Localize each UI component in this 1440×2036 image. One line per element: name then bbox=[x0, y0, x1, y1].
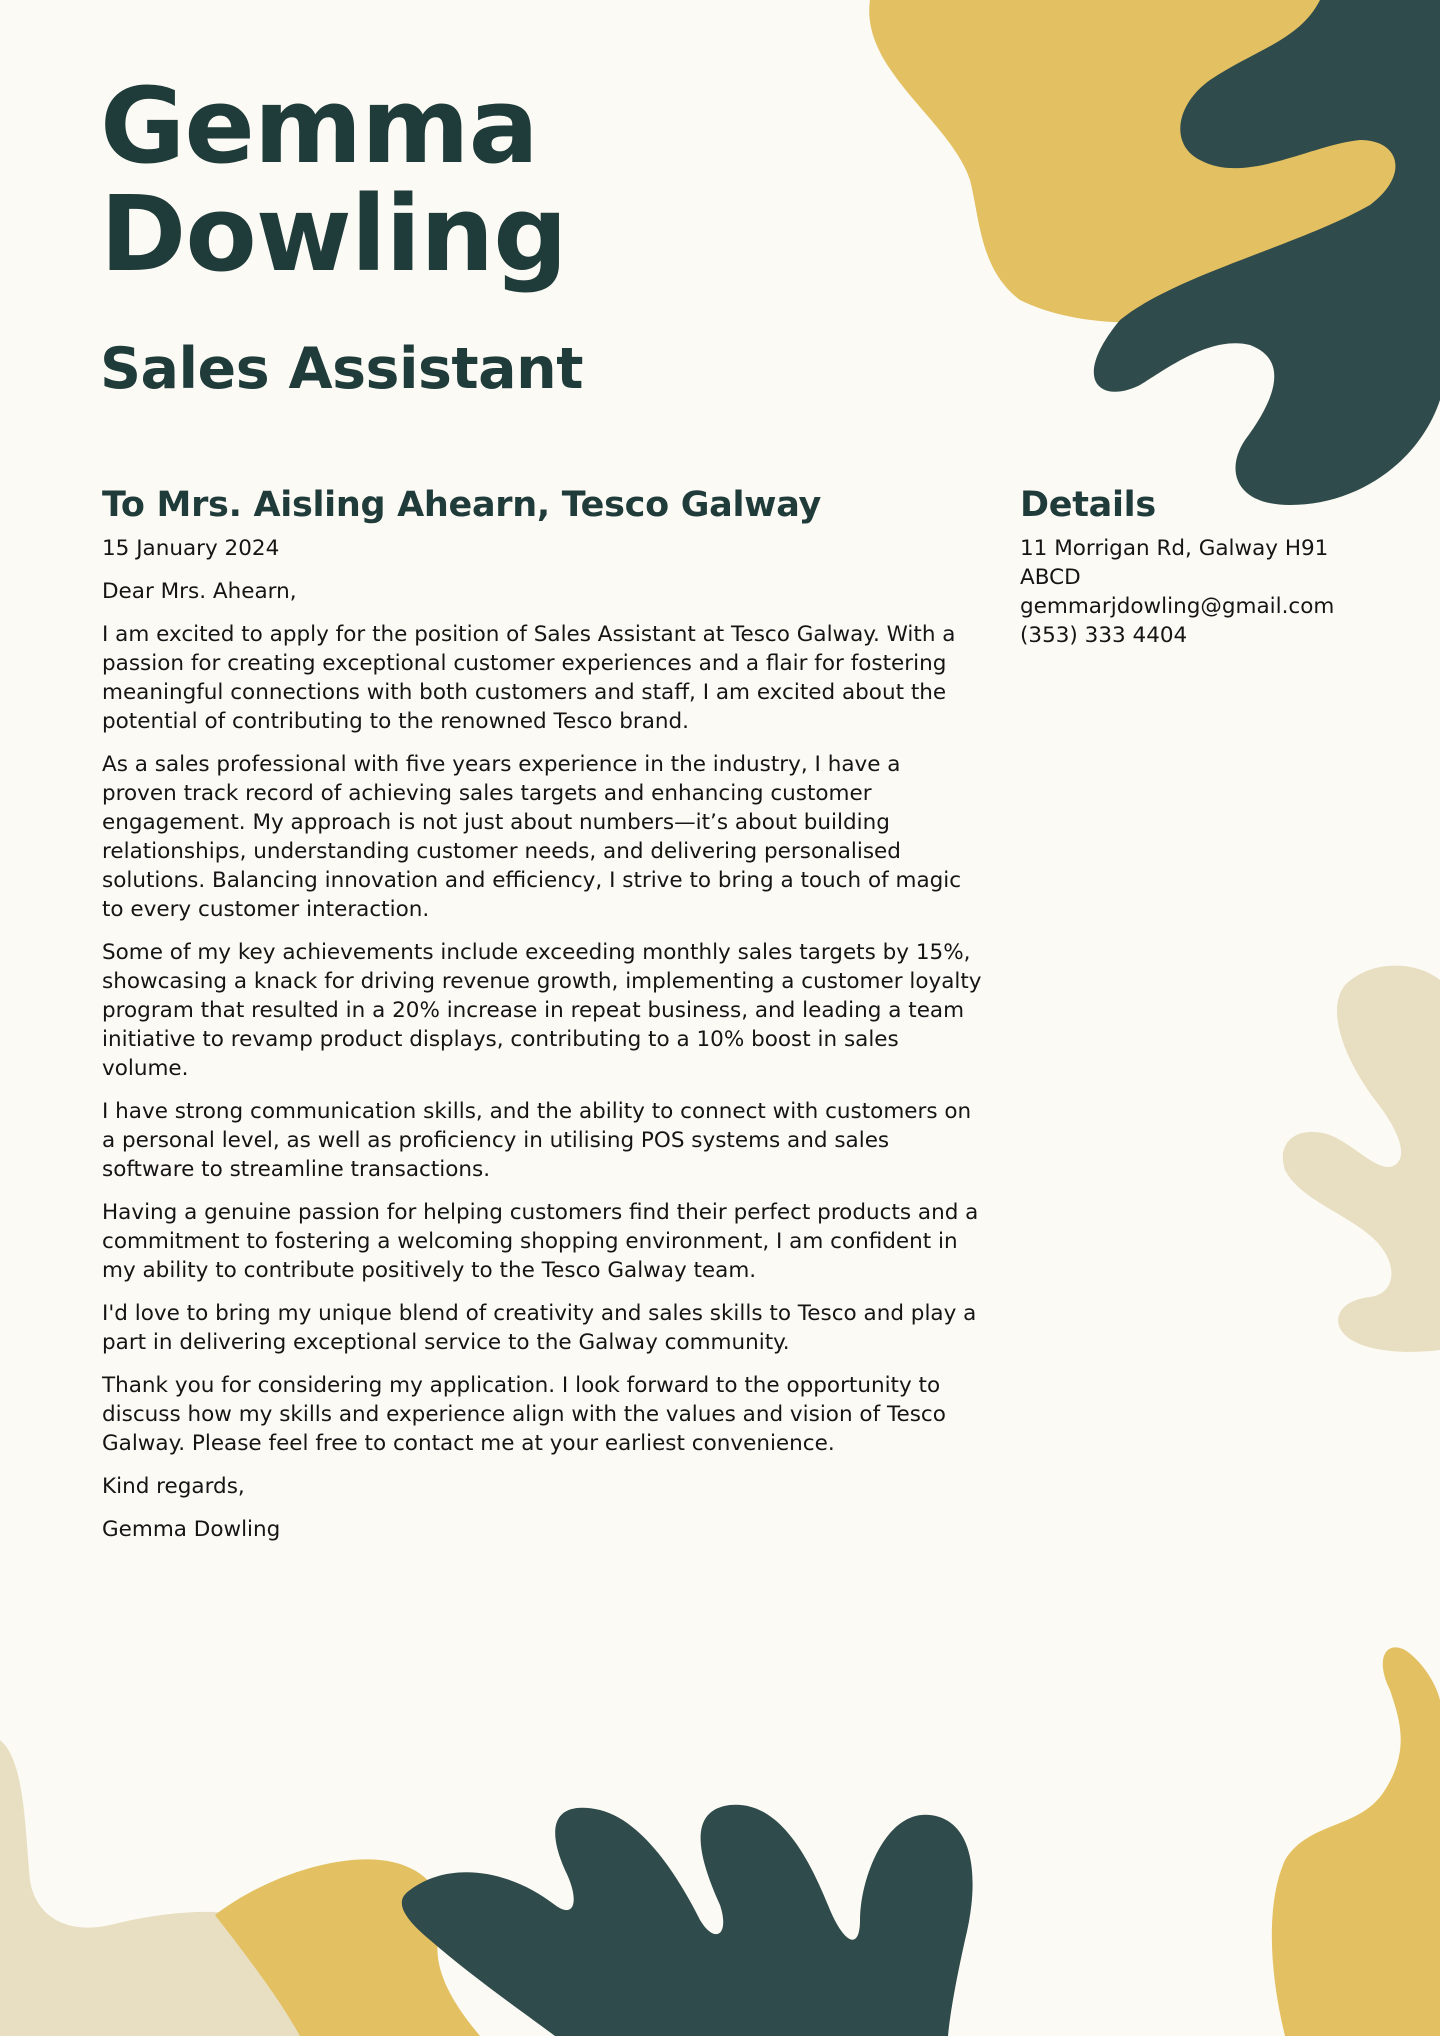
details-email: gemmarjdowling@gmail.com bbox=[1020, 594, 1335, 619]
letter-closing: Kind regards, bbox=[102, 1474, 245, 1499]
letter-date: 15 January 2024 bbox=[102, 536, 280, 561]
letter-salutation: Dear Mrs. Ahearn, bbox=[102, 579, 297, 604]
letter-body bbox=[102, 484, 982, 1558]
details-address: 11 Morrigan Rd, Galway H91 ABCD bbox=[1020, 536, 1329, 590]
letter-paragraph: As a sales professional with five years experience in the industry, I have a proven track record of achieving sales targets and enhancing customer engagement. My approach is not just about numbers—it’s about building relationships, understanding customer needs, and delivering personalised solutions. Balancing innovation and efficiency, I strive to bring a touch of magic to every customer interaction. bbox=[102, 752, 962, 922]
letter-signature: Gemma Dowling bbox=[102, 1517, 281, 1542]
applicant-name bbox=[100, 65, 800, 295]
letter-paragraph: I have strong communication skills, and the ability to connect with customers on a personal level, as well as proficiency in utilising POS systems and sales software to streamline transactions. bbox=[102, 1099, 972, 1182]
details-heading: Details bbox=[1020, 485, 1156, 525]
details-phone: (353) 333 4404 bbox=[1020, 623, 1188, 648]
letter-paragraph: Having a genuine passion for helping customers find their perfect products and a commitment to fostering a welcoming shopping environment, I am confident in my ability to contribute positively to the Tesco Galway team. bbox=[102, 1200, 979, 1283]
applicant-first-name: Gemma bbox=[100, 65, 538, 187]
letter-paragraph: I'd love to bring my unique blend of creativity and sales skills to Tesco and play a part in delivering exceptional service to the Galway community. bbox=[102, 1301, 977, 1355]
letter-paragraph: Thank you for considering my application. I look forward to the opportunity to discuss how my skills and experience align with the values and vision of Tesco Galway. Please feel free to contact me at your earliest convenience. bbox=[102, 1373, 946, 1456]
job-title: Sales Assistant bbox=[100, 336, 583, 402]
applicant-last-name: Dowling bbox=[100, 173, 567, 295]
letter-paragraph: Some of my key achievements include exceeding monthly sales targets by 15%, showcasing a knack for driving revenue growth, implementing a customer loyalty program that resulted in a 20% increase in repeat business, and leading a team initiative to revamp product displays, contributing to a 10% boost in sales volume. bbox=[102, 940, 982, 1081]
letter-paragraph: I am excited to apply for the position of Sales Assistant at Tesco Galway. With a passion for creating exceptional customer experiences and a flair for fostering meaningful connections with both customers and staff, I am excited about the potential of contributing to the renowned Tesco brand. bbox=[102, 622, 956, 734]
letter-recipient-heading: To Mrs. Aisling Ahearn, Tesco Galway bbox=[102, 485, 821, 525]
details-panel bbox=[1020, 484, 1360, 650]
